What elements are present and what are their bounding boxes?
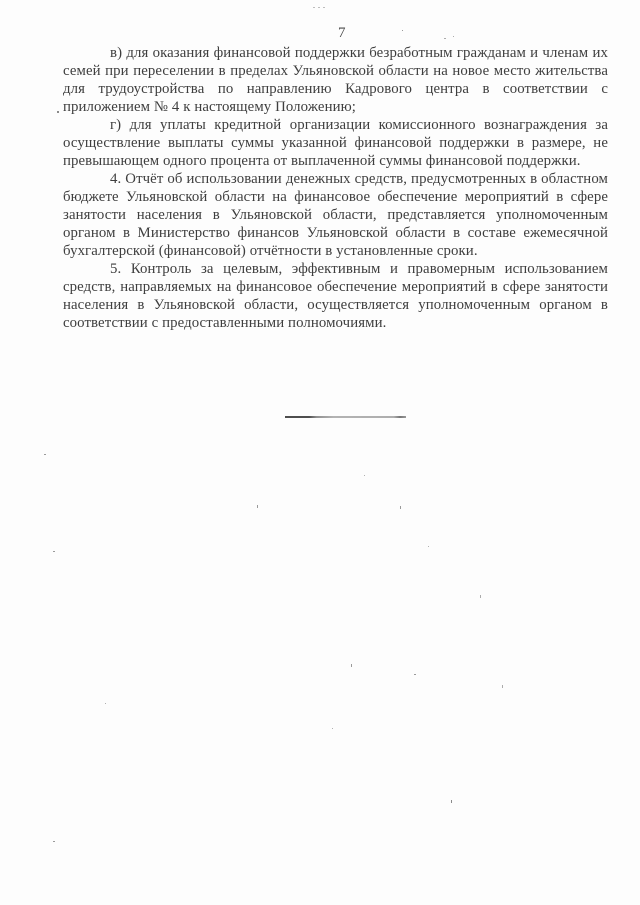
scan-speckle [402, 30, 403, 31]
scan-speckle [44, 454, 46, 455]
scan-speckle [53, 551, 55, 552]
scan-speckle [323, 7, 325, 8]
scan-speckle [257, 505, 258, 508]
page-number: 7 [338, 25, 346, 41]
scan-speckle [351, 664, 352, 667]
scan-speckle [332, 728, 333, 729]
scan-speckle [318, 7, 320, 8]
scan-speckle [400, 506, 401, 509]
scan-speckle [428, 546, 429, 547]
scan-speckle [53, 841, 55, 842]
scan-speckle [105, 703, 106, 704]
scan-speckle [480, 595, 481, 598]
paragraph-item-4: 4. Отчёт об использовании денежных средств, предусмотренных в областном бюджете Ульяновской области на финансовое обеспечение мероприятий в сфере занятости населения в Ульяновской области, представляется уполномоченным органом в Министерство финансов Ульяновской области в составе ежемесячной бухгалтерской (финансовой) отчётности в установленные сроки. [63, 171, 608, 259]
scan-speckle [444, 38, 446, 39]
paragraph-item-g: г) для уплаты кредитной организации комиссионного вознаграждения за осуществление выплаты суммы указанной финансовой поддержки в размере, не превышающем одного процента от выплаченной суммы финансовой поддержки. [63, 117, 608, 169]
paragraph-item-v: в) для оказания финансовой поддержки безработным гражданам и членам их семей при переселении в пределах Ульяновской области на новое место жительства для трудоустройства по направлению Кадрового центра в соответствии с приложением № 4 к настоящему Положению; [63, 45, 608, 115]
scan-speckle [453, 36, 454, 37]
signature-divider-line [285, 416, 406, 418]
scan-speckle [451, 800, 452, 803]
scan-speckle [57, 111, 59, 113]
scan-speckle [364, 475, 365, 476]
document-body [63, 44, 608, 332]
scan-speckle [414, 674, 416, 675]
scan-speckle [502, 685, 503, 688]
paragraph-item-5: 5. Контроль за целевым, эффективным и правомерным использованием средств, направляемых на финансовое обеспечение мероприятий в сфере занятости населения в Ульяновской области, осуществляется уполномоченным органом в соответствии с предоставленными полномочиями. [63, 261, 608, 331]
scan-speckle [313, 7, 315, 8]
